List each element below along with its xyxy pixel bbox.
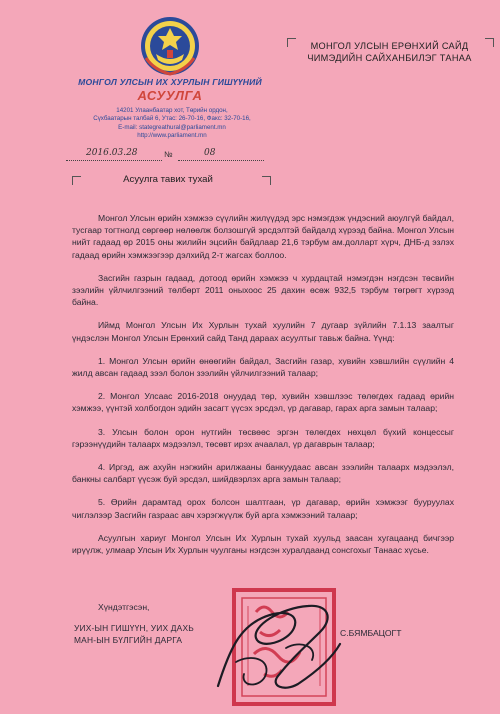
closing-regards: Хүндэтгэсэн, xyxy=(98,602,150,612)
document-type-title: АСУУЛГА xyxy=(137,88,203,103)
body-paragraph: Иймд Монгол Улсын Их Хурлын тухай хуулийн 7 дугаар зүйлийн 7.1.13 заалтыг үндэслэн Монгол Улсын Ерөнхий сайд Танд дараах асуултыг тавьж байна. Үүнд: xyxy=(72,320,454,343)
body-paragraph: Монгол Улсын өрийн хэмжээ сүүлийн жилүүдэд эрс нэмэгдэж үндэсний аюулгүй байдал, тусгаар тогтнолд сөргөөр нөлөөлж болзошгүй эрсдэлтэй байдалд хүрээд байна. Монгол Улсын нийт гадаад өр 2015 оны жилийн эцсийн байдлаар 21,6 тэрбум ам.доллaрт хүрч, ДНБ-д эзлэх гадаад өрийн хэмжээгээр дэлхийд 2-т жагсах боллоо. xyxy=(72,213,454,260)
handwritten-date: 2016.03.28 xyxy=(86,148,138,158)
question-item: 5. Өрийн дарамтад орох болсон шалтгаан, үр дагавар, өрийн хэмжээг бууруулах чиглэлээр Засгийн газраас авч хэрэгжүүлж буй арга хэмжээний талаар; xyxy=(72,497,454,520)
recipient-line: ЧИМЭДИЙН САЙХАНБИЛЭГ ТАНАА xyxy=(307,53,472,63)
state-emblem-icon xyxy=(138,14,202,76)
subject-line: Асуулга тавих тухай xyxy=(123,174,213,185)
subject-bracket-left xyxy=(72,176,81,185)
body-paragraph: Асуулгын хариуг Монгол Улсын Их Хурлын тухай хуульд заасан хугацаанд бичгээр ирүүлж, улмаар Улсын Их Хурлын чуулганы нэгдсэн хуралдаанд сонсгохыг Танаас хүсье. xyxy=(72,532,454,556)
signer-name: С.БЯМБАЦОГТ xyxy=(340,628,402,638)
question-item: 1. Монгол Улсын өрийн өнөөгийн байдал, Засгийн газар, хувийн хэвшлийн сүүлийн 4 жилд авсан гадаад зээл болон зээлийн үйлчилгээний талаар; xyxy=(72,355,454,379)
address-line: 14201 Улаанбаатар хот, Төрийн ордон, xyxy=(116,107,228,114)
letter-body xyxy=(72,212,454,567)
question-item: 2. Монгол Улсаас 2016-2018 онуудад төр, хувийн хэвшлээс төлөгдөх гадаад өрийн хэмжээ, үүнтэй холбогдон эдийн засагт үүсэх эрсдэл, үр дагавар, гарах арга замын талаар; xyxy=(72,391,454,414)
website-line: http://www.parliament.mn xyxy=(137,132,207,139)
recipient-line: МОНГОЛ УЛСЫН ЕРӨНХИЙ САЙД xyxy=(310,41,469,51)
question-item: 3. Улсын болон орон нутгийн төсвөөс эргэн төлөгдөх нөхцөл бүхий концессыг гэрээнүүдийн талаарх мэдээлэл, төсөвт ирэх ачаалал, үр дагаврын талаар; xyxy=(72,426,454,449)
email-line: E-mail: stategreathural@parliament.mn xyxy=(118,124,226,131)
number-label: № xyxy=(164,150,173,159)
signer-title: МАН-ЫН БҮЛГИЙН ДАРГА xyxy=(74,635,183,645)
question-item: 4. Иргэд, аж ахуйн нэгжийн арилжааны банкуудаас авсан зээлийн талаарх мэдээлэл, банкны салбарт үүсэж буй эрсдэл, шийдвэрлэх арга замын талаар; xyxy=(72,462,454,485)
signer-title: УИХ-ЫН ГИШҮҮН, УИХ ДАХЬ xyxy=(74,623,194,633)
number-field-line xyxy=(178,148,264,161)
handwritten-number: 08 xyxy=(204,148,216,158)
address-line: Сүхбаатарын талбай 6, Утас: 26-70-16, Факс: 32-70-16, xyxy=(93,115,251,122)
handwritten-signature-icon xyxy=(200,588,350,700)
body-paragraph: Засгийн газрын гадаад, дотоод өрийн хэмжээ ч хурдацтай нэмэгдэн нэгдсэн төсвийн зээлийн үйлчилгээний төлбөрт 2011 оныхоос 25 дахин өсөж 932,5 тэрбум төгрөгт хүрээд байна. xyxy=(72,272,454,308)
subject-bracket-right xyxy=(262,176,271,185)
org-name: МОНГОЛ УЛСЫН ИХ ХУРЛЫН ГИШҮҮНИЙ xyxy=(78,77,262,87)
